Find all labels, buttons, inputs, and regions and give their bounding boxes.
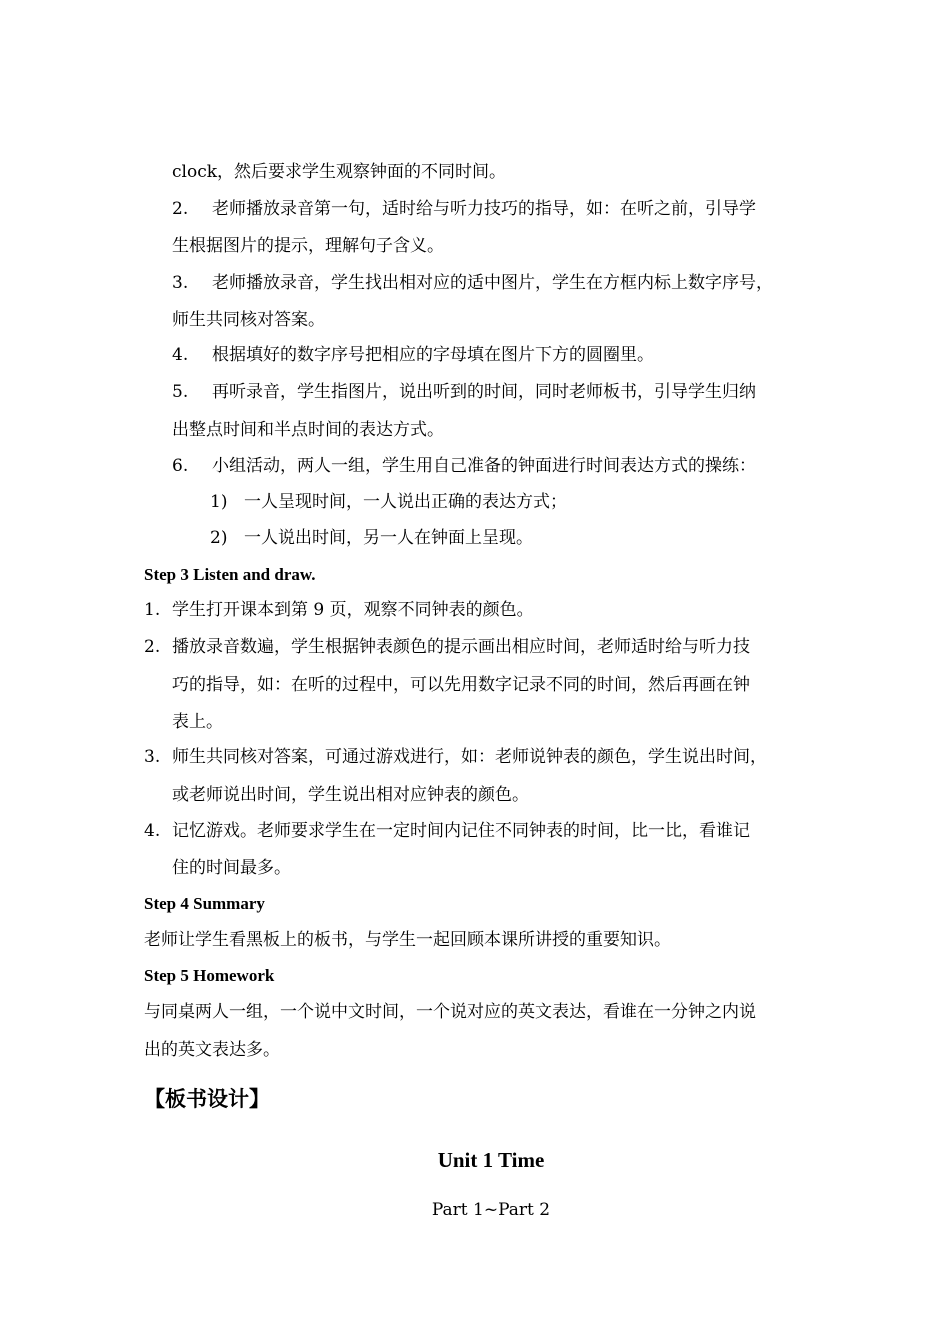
sub-item-number: 2) bbox=[210, 528, 228, 548]
item-text: 根据填好的数字序号把相应的字母填在图片下方的圆圈里。 bbox=[212, 345, 654, 365]
item-text: 老师播放录音，学生找出相对应的适中图片，学生在方框内标上数字序号， bbox=[212, 273, 773, 293]
step-4-text: 老师让学生看黑板上的板书，与学生一起回顾本课所讲授的重要知识。 bbox=[144, 930, 671, 950]
item-number: 3. bbox=[172, 273, 189, 293]
unit-title: Unit 1 Time bbox=[437, 1148, 545, 1172]
item-number: 4. bbox=[144, 821, 161, 841]
item-text: 播放录音数遍，学生根据钟表颜色的提示画出相应时间，老师适时给与听力技 bbox=[172, 637, 750, 657]
item-text: 住的时间最多。 bbox=[172, 858, 291, 878]
item-number: 6. bbox=[172, 456, 189, 476]
item-text: 巧的指导，如：在听的过程中，可以先用数字记录不同的时间，然后再画在钟 bbox=[172, 675, 750, 695]
item-number: 3. bbox=[144, 747, 161, 767]
item-text: 生根据图片的提示，理解句子含义。 bbox=[172, 236, 444, 256]
item-text: 小组活动，两人一组，学生用自己准备的钟面进行时间表达方式的操练： bbox=[212, 456, 756, 476]
sub-item-number: 1) bbox=[210, 492, 228, 512]
item-number: 5. bbox=[172, 382, 189, 402]
item-number: 2. bbox=[172, 199, 189, 219]
step-4-heading: Step 4 Summary bbox=[144, 894, 265, 913]
intro-line: clock，然后要求学生观察钟面的不同时间。 bbox=[172, 162, 507, 182]
item-text: 老师播放录音第一句，适时给与听力技巧的指导，如：在听之前，引导学 bbox=[212, 199, 756, 219]
part-range: Part 1~Part 2 bbox=[431, 1200, 551, 1220]
item-number: 4. bbox=[172, 345, 189, 365]
item-text: 师生共同核对答案。 bbox=[172, 310, 325, 330]
step-3-heading: Step 3 Listen and draw. bbox=[144, 565, 316, 584]
item-text: 记忆游戏。老师要求学生在一定时间内记住不同钟表的时间，比一比，看谁记 bbox=[172, 821, 750, 841]
step-5-text: 与同桌两人一组，一个说中文时间，一个说对应的英文表达，看谁在一分钟之内说 bbox=[144, 1002, 756, 1022]
item-number: 1. bbox=[144, 600, 161, 620]
item-text: 表上。 bbox=[172, 712, 223, 732]
item-text: 再听录音，学生指图片，说出听到的时间，同时老师板书，引导学生归纳 bbox=[212, 382, 756, 402]
item-text: 出整点时间和半点时间的表达方式。 bbox=[172, 420, 444, 440]
item-number: 2. bbox=[144, 637, 161, 657]
step-5-text: 出的英文表达多。 bbox=[144, 1040, 280, 1060]
step-5-heading: Step 5 Homework bbox=[144, 966, 275, 985]
item-text: 学生打开课本到第 9 页，观察不同钟表的颜色。 bbox=[172, 600, 534, 620]
board-design-title: 【板书设计】 bbox=[144, 1087, 270, 1111]
item-text: 或老师说出时间，学生说出相对应钟表的颜色。 bbox=[172, 785, 529, 805]
sub-item-text: 一人呈现时间，一人说出正确的表达方式； bbox=[244, 492, 567, 512]
sub-item-text: 一人说出时间，另一人在钟面上呈现。 bbox=[244, 528, 533, 548]
item-text: 师生共同核对答案，可通过游戏进行，如：老师说钟表的颜色，学生说出时间， bbox=[172, 747, 767, 767]
